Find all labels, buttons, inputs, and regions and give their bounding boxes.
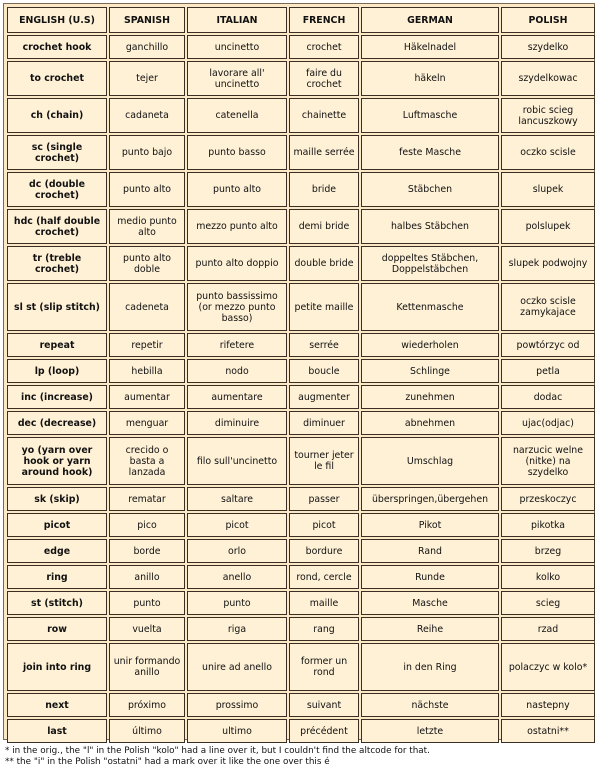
- cell-spanish: menguar: [109, 411, 185, 435]
- cell-german: Stäbchen: [361, 172, 499, 207]
- cell-english: lp (loop): [7, 359, 107, 383]
- cell-french: maille serrée: [289, 135, 359, 170]
- cell-french: rond, cercle: [289, 565, 359, 589]
- cell-german: letzte: [361, 719, 499, 743]
- cell-polish: przeskoczyc: [501, 487, 595, 511]
- cell-german: Schlinge: [361, 359, 499, 383]
- cell-polish: polslupek: [501, 209, 595, 244]
- cell-french: suivant: [289, 693, 359, 717]
- cell-spanish: hebilla: [109, 359, 185, 383]
- cell-german: Umschlag: [361, 437, 499, 485]
- cell-german: nächste: [361, 693, 499, 717]
- cell-english: sl st (slip stitch): [7, 283, 107, 331]
- cell-french: précédent: [289, 719, 359, 743]
- cell-polish: szydelko: [501, 35, 595, 59]
- cell-italian: saltare: [187, 487, 287, 511]
- cell-italian: orlo: [187, 539, 287, 563]
- table-row: [7, 565, 595, 589]
- cell-spanish: rematar: [109, 487, 185, 511]
- cell-polish: robic scieg lancuszkowy: [501, 98, 595, 133]
- cell-french: demi bride: [289, 209, 359, 244]
- cell-italian: prossimo: [187, 693, 287, 717]
- cell-german: doppeltes Stäbchen, Doppelstäbchen: [361, 246, 499, 281]
- cell-english: sk (skip): [7, 487, 107, 511]
- cell-english: dec (decrease): [7, 411, 107, 435]
- cell-polish: scieg: [501, 591, 595, 615]
- cell-polish: slupek: [501, 172, 595, 207]
- cell-french: crochet: [289, 35, 359, 59]
- crochet-terms-table-frame: [3, 3, 595, 740]
- cell-french: serrée: [289, 333, 359, 357]
- cell-italian: diminuire: [187, 411, 287, 435]
- cell-polish: powtórzyc od: [501, 333, 595, 357]
- cell-german: Masche: [361, 591, 499, 615]
- cell-spanish: aumentar: [109, 385, 185, 409]
- cell-spanish: punto alto doble: [109, 246, 185, 281]
- cell-spanish: punto bajo: [109, 135, 185, 170]
- cell-french: augmenter: [289, 385, 359, 409]
- cell-french: chainette: [289, 98, 359, 133]
- table-row: [7, 411, 595, 435]
- header-german: GERMAN: [361, 7, 499, 33]
- cell-italian: punto alto: [187, 172, 287, 207]
- cell-italian: punto: [187, 591, 287, 615]
- cell-spanish: vuelta: [109, 617, 185, 641]
- cell-polish: petla: [501, 359, 595, 383]
- header-english: ENGLISH (U.S): [7, 7, 107, 33]
- table-row: [7, 35, 595, 59]
- cell-italian: filo sull'uncinetto: [187, 437, 287, 485]
- cell-german: Häkelnadel: [361, 35, 499, 59]
- cell-french: bride: [289, 172, 359, 207]
- cell-french: bordure: [289, 539, 359, 563]
- table-row: [7, 98, 595, 133]
- cell-italian: picot: [187, 513, 287, 537]
- cell-italian: rifetere: [187, 333, 287, 357]
- cell-german: wiederholen: [361, 333, 499, 357]
- cell-polish: kolko: [501, 565, 595, 589]
- cell-polish: rzad: [501, 617, 595, 641]
- cell-polish: szydelkowac: [501, 61, 595, 96]
- cell-italian: punto alto doppio: [187, 246, 287, 281]
- table-row: [7, 513, 595, 537]
- cell-german: überspringen,übergehen: [361, 487, 499, 511]
- header-french: FRENCH: [289, 7, 359, 33]
- cell-french: petite maille: [289, 283, 359, 331]
- table-row: [7, 135, 595, 170]
- header-spanish: SPANISH: [109, 7, 185, 33]
- footnote-ostatni: ** the "i" in the Polish "ostatni" had a mark over it like the one over this é: [5, 757, 330, 767]
- cell-spanish: tejer: [109, 61, 185, 96]
- cell-italian: nodo: [187, 359, 287, 383]
- cell-polish: polaczyc w kolo*: [501, 643, 595, 691]
- table-row: [7, 643, 595, 691]
- cell-polish: slupek podwojny: [501, 246, 595, 281]
- cell-english: ring: [7, 565, 107, 589]
- cell-german: Reihe: [361, 617, 499, 641]
- cell-english: tr (treble crochet): [7, 246, 107, 281]
- cell-english: to crochet: [7, 61, 107, 96]
- cell-italian: mezzo punto alto: [187, 209, 287, 244]
- table-row: [7, 693, 595, 717]
- table-row: [7, 591, 595, 615]
- cell-italian: ultimo: [187, 719, 287, 743]
- cell-english: crochet hook: [7, 35, 107, 59]
- cell-english: dc (double crochet): [7, 172, 107, 207]
- table-row: [7, 61, 595, 96]
- cell-spanish: cadeneta: [109, 283, 185, 331]
- cell-italian: unire ad anello: [187, 643, 287, 691]
- cell-spanish: crecido o basta a lanzada: [109, 437, 185, 485]
- cell-french: passer: [289, 487, 359, 511]
- cell-polish: dodac: [501, 385, 595, 409]
- table-row: [7, 283, 595, 331]
- cell-french: double bride: [289, 246, 359, 281]
- cell-polish: pikotka: [501, 513, 595, 537]
- cell-spanish: pico: [109, 513, 185, 537]
- cell-polish: brzeg: [501, 539, 595, 563]
- cell-polish: oczko scisle zamykajace: [501, 283, 595, 331]
- cell-polish: narzucic welne (nitke) na szydelko: [501, 437, 595, 485]
- table-row: [7, 246, 595, 281]
- cell-italian: uncinetto: [187, 35, 287, 59]
- cell-italian: anello: [187, 565, 287, 589]
- cell-italian: riga: [187, 617, 287, 641]
- cell-german: zunehmen: [361, 385, 499, 409]
- cell-german: Luftmasche: [361, 98, 499, 133]
- cell-spanish: punto: [109, 591, 185, 615]
- cell-german: feste Masche: [361, 135, 499, 170]
- table-row: [7, 719, 595, 743]
- cell-polish: ostatni**: [501, 719, 595, 743]
- cell-french: former un rond: [289, 643, 359, 691]
- cell-italian: aumentare: [187, 385, 287, 409]
- cell-english: ch (chain): [7, 98, 107, 133]
- cell-english: row: [7, 617, 107, 641]
- cell-english: next: [7, 693, 107, 717]
- cell-german: halbes Stäbchen: [361, 209, 499, 244]
- table-row: [7, 487, 595, 511]
- cell-english: hdc (half double crochet): [7, 209, 107, 244]
- cell-english: join into ring: [7, 643, 107, 691]
- cell-spanish: último: [109, 719, 185, 743]
- table-row: [7, 385, 595, 409]
- cell-spanish: punto alto: [109, 172, 185, 207]
- cell-german: in den Ring: [361, 643, 499, 691]
- cell-english: sc (single crochet): [7, 135, 107, 170]
- cell-english: edge: [7, 539, 107, 563]
- cell-french: boucle: [289, 359, 359, 383]
- cell-spanish: borde: [109, 539, 185, 563]
- cell-german: abnehmen: [361, 411, 499, 435]
- footnote-kolo: * in the orig., the "l" in the Polish "kolo" had a line over it, but I couldn't find the altcode for that.: [5, 746, 430, 756]
- cell-polish: ujac(odjac): [501, 411, 595, 435]
- cell-spanish: anillo: [109, 565, 185, 589]
- header-italian: ITALIAN: [187, 7, 287, 33]
- cell-italian: lavorare all' uncinetto: [187, 61, 287, 96]
- cell-german: Rand: [361, 539, 499, 563]
- cell-french: diminuer: [289, 411, 359, 435]
- cell-french: maille: [289, 591, 359, 615]
- table-row: [7, 617, 595, 641]
- cell-english: st (stitch): [7, 591, 107, 615]
- cell-polish: oczko scisle: [501, 135, 595, 170]
- cell-english: inc (increase): [7, 385, 107, 409]
- table-header-row: [7, 7, 595, 33]
- cell-italian: punto bassissimo (or mezzo punto basso): [187, 283, 287, 331]
- footnotes: [5, 746, 595, 768]
- cell-italian: punto basso: [187, 135, 287, 170]
- cell-german: häkeln: [361, 61, 499, 96]
- cell-spanish: repetir: [109, 333, 185, 357]
- table-row: [7, 333, 595, 357]
- cell-german: Kettenmasche: [361, 283, 499, 331]
- table-row: [7, 539, 595, 563]
- cell-spanish: próximo: [109, 693, 185, 717]
- cell-french: faire du crochet: [289, 61, 359, 96]
- cell-english: yo (yarn over hook or yarn around hook): [7, 437, 107, 485]
- cell-english: picot: [7, 513, 107, 537]
- cell-italian: catenella: [187, 98, 287, 133]
- table-body: [7, 35, 595, 743]
- cell-spanish: cadaneta: [109, 98, 185, 133]
- table-row: [7, 359, 595, 383]
- table-row: [7, 209, 595, 244]
- cell-french: rang: [289, 617, 359, 641]
- cell-german: Runde: [361, 565, 499, 589]
- table-row: [7, 437, 595, 485]
- cell-english: repeat: [7, 333, 107, 357]
- cell-german: Pikot: [361, 513, 499, 537]
- cell-spanish: unir formando anillo: [109, 643, 185, 691]
- cell-english: last: [7, 719, 107, 743]
- cell-polish: nastepny: [501, 693, 595, 717]
- table-row: [7, 172, 595, 207]
- header-polish: POLISH: [501, 7, 595, 33]
- cell-spanish: ganchillo: [109, 35, 185, 59]
- crochet-terms-table: [5, 5, 597, 745]
- cell-french: tourner jeter le fil: [289, 437, 359, 485]
- cell-spanish: medio punto alto: [109, 209, 185, 244]
- cell-french: picot: [289, 513, 359, 537]
